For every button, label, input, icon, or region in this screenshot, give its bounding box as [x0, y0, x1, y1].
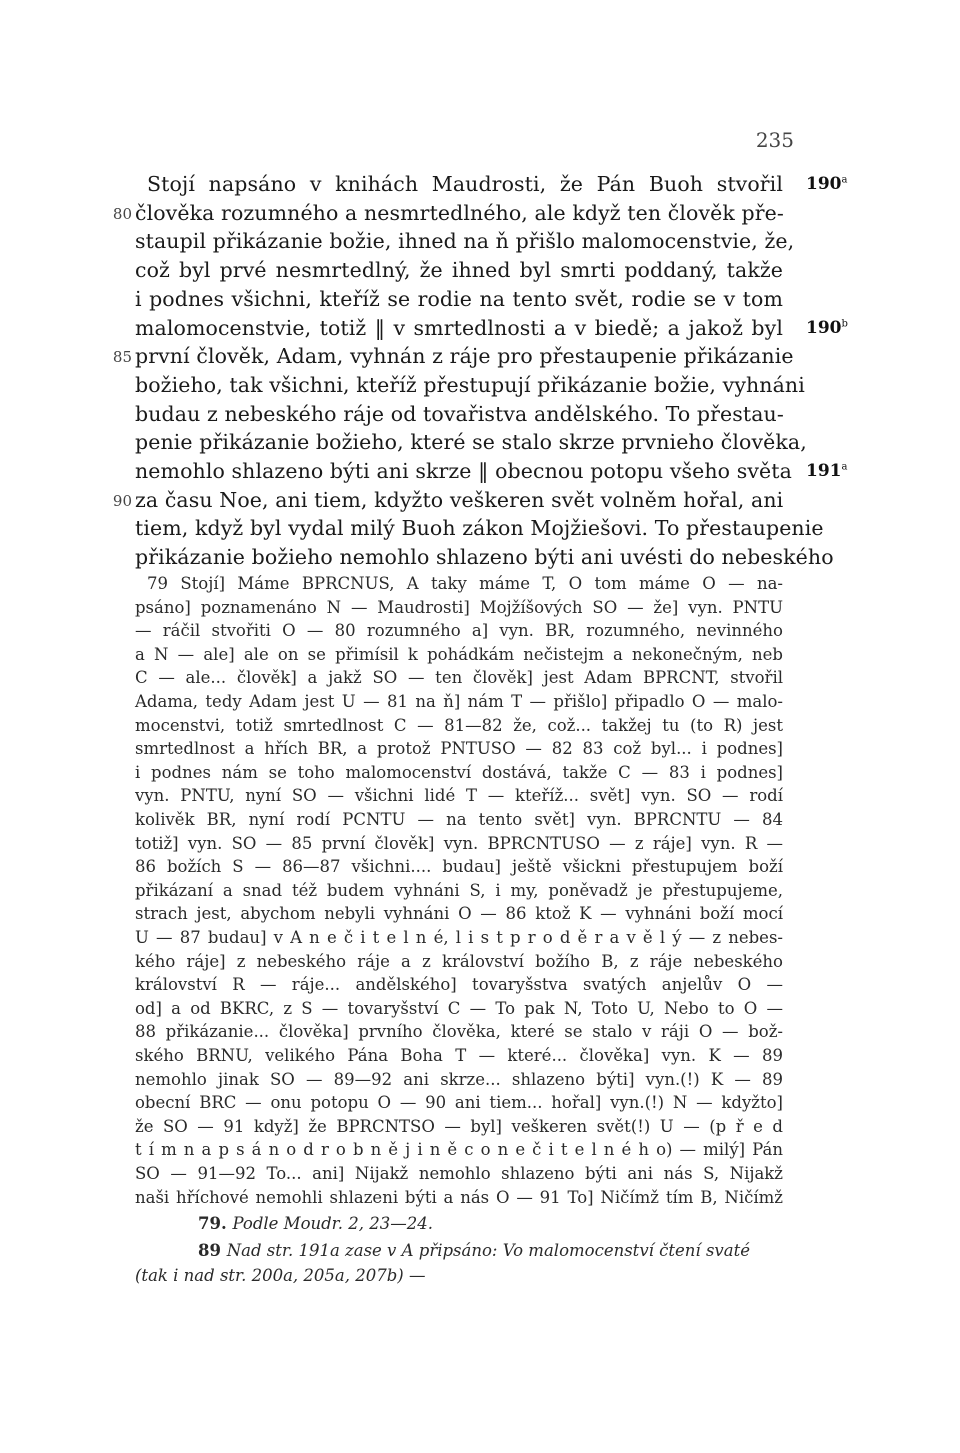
folio-reference: 190$^b$ [806, 317, 848, 338]
text-line: Stojí napsáno v knihách Maudrosti, že Pán Buoh stvořil [147, 172, 783, 196]
page-number: 235 [755, 128, 794, 152]
text-line: staupil přikázanie božie, ihned na ň přišlo malomocenstvie, že, [135, 229, 795, 254]
text-line: první člověk, Adam, vyhnán z ráje pro přestaupenie přikázanie [135, 344, 794, 369]
apparatus-line: 88 přikázanie... člověka] prvního člověka, které se stalo v ráji O — bož- [135, 1022, 783, 1042]
apparatus-line: psáno] poznamenáno N — Maudrosti] Mojžíšových SO — že] vyn. PNTU [135, 597, 783, 617]
text-line: tiem, když byl vydal milý Buoh zákon Mojžiešovi. To přestaupenie [135, 516, 824, 541]
line-number: 85 [112, 348, 132, 367]
apparatus-line: 79 Stojí] Máme BPRCNUS, A taky máme T, O tom máme O — na- [147, 574, 783, 593]
apparatus-line: 86 božích S — 86—87 všichni.... budau] ještě všickni přestupujem boží [135, 857, 783, 877]
apparatus-line: smrtedlnost a hřích BR, a protož PNTUSO — 82 83 což byl... i podnes] [135, 739, 783, 759]
text-line: člověka rozumného a nesmrtedlného, ale když ten člověk pře- [135, 200, 784, 225]
apparatus-line: od] a od BKRC, z S — tovaryšství C — To pak N, Toto U, Nebo to O — [135, 998, 783, 1018]
text-line: což byl prvé nesmrtedlný, že ihned byl smrti poddaný, takže [135, 258, 783, 283]
apparatus-line: kého ráje] z nebeského ráje a z království božího B, z ráje nebeského [135, 951, 783, 971]
text-line: za času Noe, ani tiem, kdyžto veškeren svět volněm hořal, ani [135, 487, 784, 512]
footnote: 79. Podle Moudr. 2, 23—24. [198, 1214, 433, 1233]
footnote: (tak i nad str. 200a, 205a, 207b) — [135, 1266, 426, 1285]
apparatus-line: strach jest, abychom nebyli vyhnáni O — 86 ktož K — vyhnáni boží mocí [135, 904, 783, 924]
apparatus-line: naši hříchové nemohli shlazeni býti a nás O — 91 To] Ničímž tím B, Ničímž [135, 1187, 783, 1207]
apparatus-line: Adama, tedy Adam jest U — 81 na ň] nám T — přišlo] připadlo O — malo- [135, 692, 783, 711]
apparatus-line: SO — 91—92 To... ani] Nijakž nemohlo shlazeno býti ani nás S, Nijakž [135, 1164, 783, 1183]
text-line: nemohlo shlazeno býti ani skrze ‖ obecnou potopu všeho světa [135, 459, 792, 483]
folio-reference: 190$^a$ [806, 174, 848, 194]
text-line: božieho, tak všichni, kteříž přestupují přikázanie božie, vyhnáni [135, 372, 805, 397]
text-line: penie přikázanie božieho, které se stalo skrze prvnieho člověka, [135, 430, 807, 455]
line-number: 80 [112, 204, 132, 223]
text-line: budau z nebeského ráje od tovařistva andělského. To přestau- [135, 401, 784, 426]
text-line: i podnes všichni, kteříž se rodie na tento svět, rodie se v tom [135, 286, 783, 311]
apparatus-line: ského BRNU, velikého Pána Boha T — které... člověka] vyn. K — 89 [135, 1046, 783, 1065]
folio-reference: 191$^a$ [806, 461, 848, 481]
apparatus-line: že SO — 91 když] že BPRCNTSO — byl] veškeren svět(!) U — (p ř e d [135, 1116, 783, 1136]
text-line: přikázanie božieho nemohlo shlazeno býti ani uvésti do nebeského [135, 545, 834, 570]
apparatus-line: přikázaní a snad též budem vyhnáni S, i my, poněvadž je přestupujeme, [135, 880, 783, 900]
apparatus-line: království R — ráje... andělského] tovaryšstva svatých anjelův O — [135, 975, 783, 995]
apparatus-line: i podnes nám se toho malomocenství dostává, takže C — 83 i podnes] [135, 762, 783, 782]
text-line: malomocenstvie, totiž ‖ v smrtedlnosti a v biedě; a jakož byl [135, 315, 783, 340]
apparatus-line: totiž] vyn. SO — 85 první člověk] vyn. BPRCNTUSO — z ráje] vyn. R — [135, 833, 783, 853]
apparatus-line: vyn. PNTU, nyní SO — všichni lidé T — kteříž... svět] vyn. SO — rodí [135, 786, 783, 806]
apparatus-line: nemohlo jinak SO — 89—92 ani skrze... shlazeno býti] vyn.(!) K — 89 [135, 1069, 783, 1089]
apparatus-line: obecní BRC — onu potopu O — 90 ani tiem... hořal] vyn.(!) N — kdyžto] [135, 1093, 783, 1113]
apparatus-line: kolivěk BR, nyní rodí PCNTU — na tento svět] vyn. BPRCNTU — 84 [135, 810, 783, 829]
apparatus-line: t í m n a p s á n o d r o b n ě j i n ě c o n e č i t e l n é h o) — milý] Pán [135, 1140, 783, 1160]
apparatus-line: U — 87 budau] v A n e č i t e l n é, l i s t p r o d ě r a v ě l ý — z nebes- [135, 928, 783, 947]
line-number: 90 [112, 491, 132, 510]
apparatus-line: mocenstvi, totiž smrtedlnost C — 81—82 že, což... takžej tu (to R) jest [135, 715, 783, 735]
footnote: 89 Nad str. 191a zase v A připsáno: Vo malomocenství čtení svaté [198, 1241, 750, 1260]
apparatus-line: C — ale... člověk] a jakž SO — ten člověk] jest Adam BPRCNT, stvořil [135, 668, 783, 688]
apparatus-line: — ráčil stvořiti O — 80 rozumného a] vyn. BR, rozumného, nevinného [135, 621, 783, 641]
apparatus-line: a N — ale] ale on se přimísil k pohádkám nečistejm a nekonečným, neb [135, 644, 783, 664]
